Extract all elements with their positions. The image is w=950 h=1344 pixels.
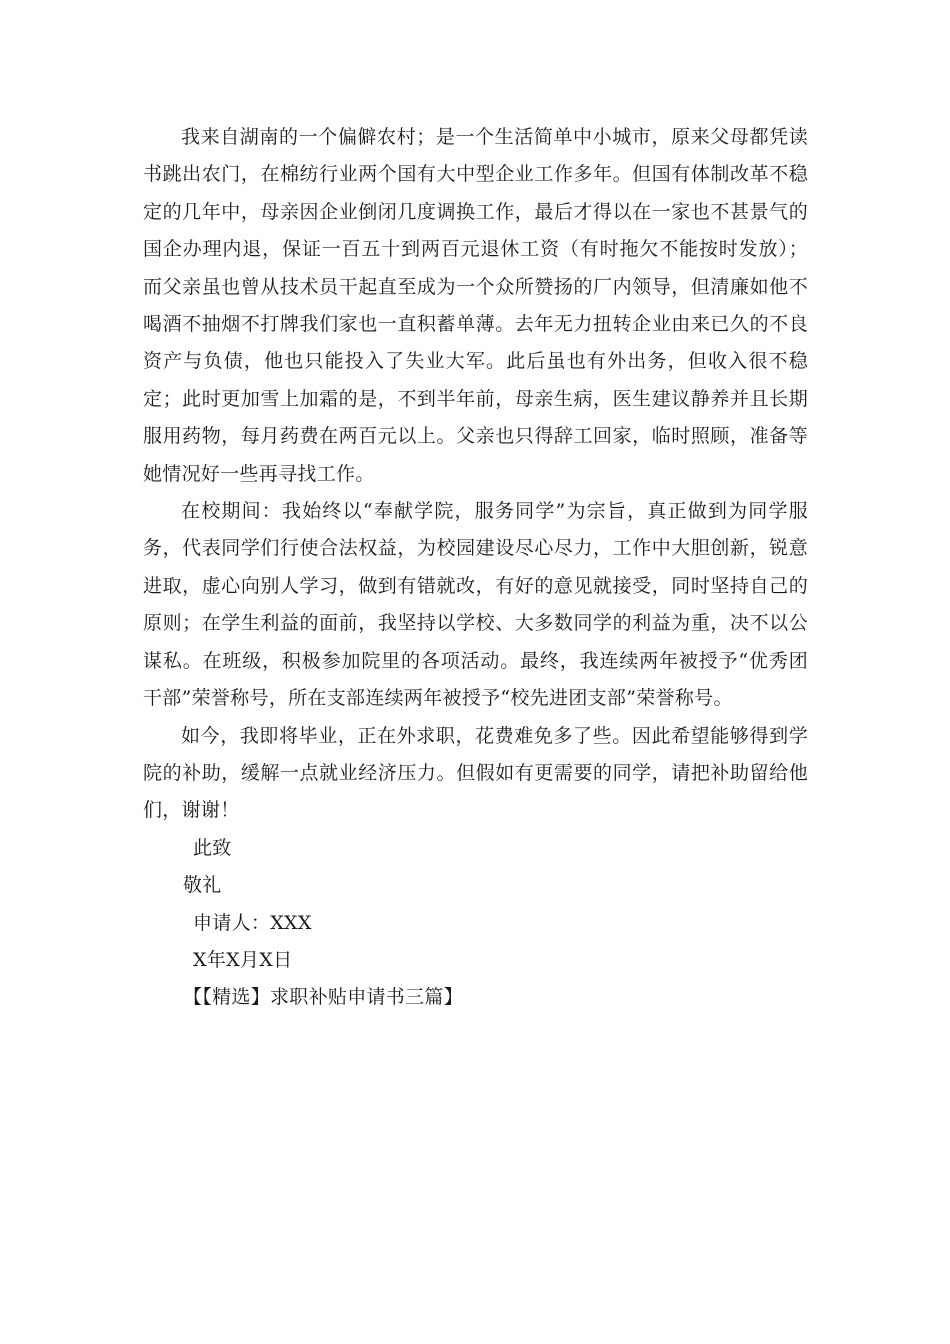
next-article-title: 【【精选】求职补贴申请书三篇】 [183, 986, 464, 1009]
paragraph-family-background: 我来自湖南的一个偏僻农村；是一个生活简单中小城市，原来父母都凭读书跳出农门，在棉纺行业两个国有大中型企业工作多年。但国有体制改革不稳定的几年中，母亲因企业倒闭几度调换工作，最后才得以在一家也不甚景气的国企办理内退，保证一百五十到两百元退休工资（有时拖欠不能按时发放）；而父亲虽也曾从技术员干起直至成为一个众所赞扬的厂内领导，但清廉如他不喝酒不抽烟不打牌我们家也一直积蓄单薄。去年无力扭转企业由来已久的不良资产与负债，他也只能投入了失业大军。此后虽也有外出务，但收入很不稳定；此时更加雪上加霜的是，不到半年前，母亲生病，医生建议静养并且长期服用药物，每月药费在两百元以上。父亲也只得辞工回家，临时照顾，准备等她情况好一些再寻找工作。 [143, 126, 808, 485]
closing-salutation: 此致 [193, 836, 232, 859]
closing-respect: 敬礼 [183, 874, 222, 897]
letter-body [143, 119, 808, 1017]
paragraph-request: 如今，我即将毕业，正在外求职，花费难免多了些。因此希望能够得到学院的补助，缓解一点就业经济压力。但假如有更需要的同学，请把补助留给他们，谢谢！ [143, 724, 808, 822]
paragraph-school-activities: 在校期间：我始终以“奉献学院，服务同学”为宗旨，真正做到为同学服务，代表同学们行使合法权益，为校园建设尽心尽力，工作中大胆创新，锐意进取，虚心向别人学习，做到有错就改，有好的意见就接受，同时坚持自己的原则；在学生利益的面前，我坚持以学校、大多数同学的利益为重，决不以公谋私。在班级，积极参加院里的各项活动。最终，我连续两年被授予“优秀团干部”荣誉称号，所在支部连续两年被授予“校先进团支部”荣誉称号。 [143, 500, 808, 710]
letter-date: X年X月X日 [193, 948, 293, 971]
applicant-signature: 申请人：XXX [193, 911, 312, 934]
